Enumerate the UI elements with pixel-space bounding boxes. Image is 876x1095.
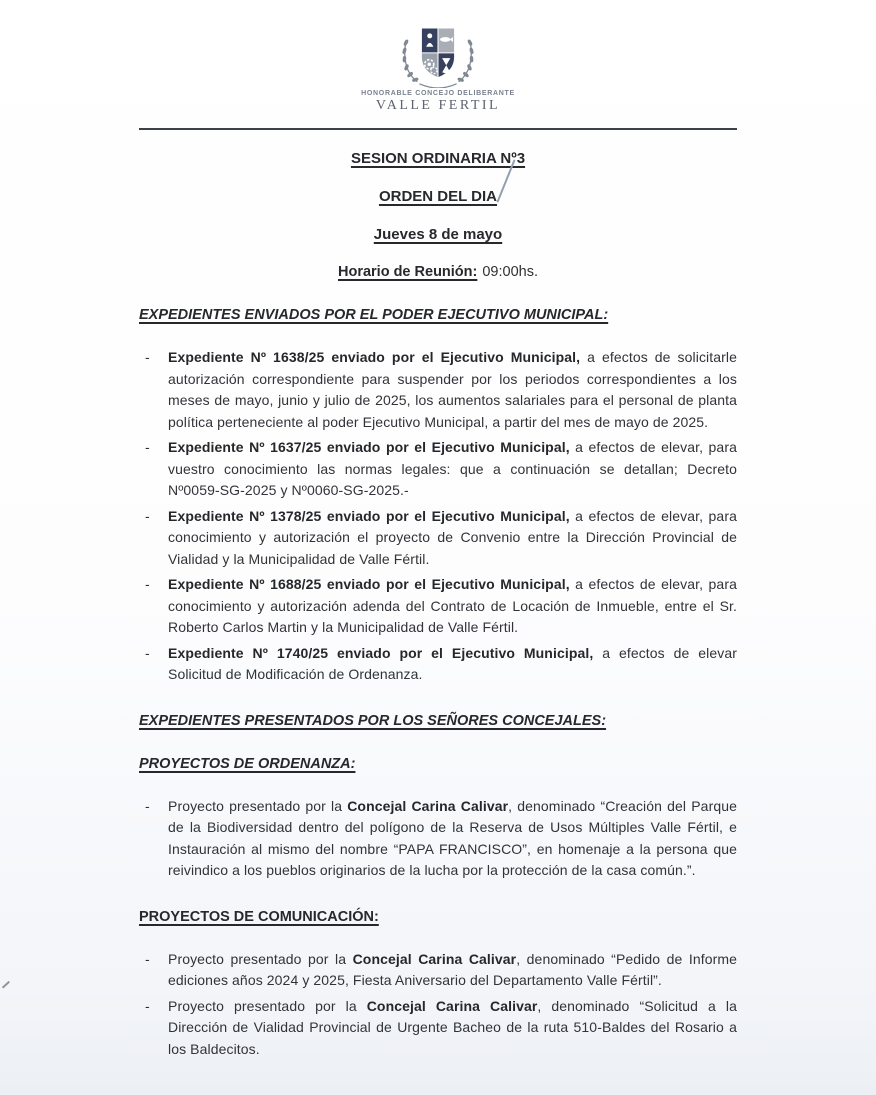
section-ordenanza	[139, 756, 737, 882]
item-emphasis: Expediente Nº 1378/25 enviado por el Ejecutivo Municipal,	[168, 507, 570, 524]
list-item	[139, 949, 737, 992]
bullet-list	[139, 347, 737, 686]
item-paragraph	[168, 574, 737, 639]
item-text: , denominado “Pedido de Informe ediciones años 2024 y 2025, Fiesta Aniversario del Departamento Valle Fértil”.	[168, 950, 737, 988]
list-item	[139, 347, 737, 433]
title-block	[139, 130, 737, 280]
section-comunicacion	[139, 909, 737, 1061]
list-item	[139, 574, 737, 639]
item-paragraph	[168, 506, 737, 571]
item-text: , denominado “Creación del Parque de la Biodiversidad dentro del polígono de la Reserva de Usos Múltiples Valle Fértil, e Instauración al mismo del nombre “PAPA FRANCISCO”, en homenaje a la persona que reivindico a los pueblos originarios de la lucha por la protección de la casa común.”.	[168, 797, 737, 878]
section-heading: EXPEDIENTES ENVIADOS POR EL PODER EJECUTIVO MUNICIPAL:	[139, 307, 609, 323]
item-text: Proyecto presentado por la	[168, 997, 367, 1014]
list-item	[139, 437, 737, 502]
item-text: a efectos de solicitarle autorización correspondiente para suspender por los periodos correspondientes a los meses de mayo, junio y julio de 2025, los aumentos salariales para el personal de planta política perteneciente al poder Ejecutivo Municipal, a partir del mes de mayo de 2025.	[168, 349, 737, 430]
item-emphasis: Concejal Carina Calivar	[352, 950, 517, 967]
item-text: Proyecto presentado por la	[168, 950, 353, 967]
item-text: a efectos de elevar Solicitud de Modificación de Ordenanza.	[168, 644, 737, 682]
section-heading: EXPEDIENTES PRESENTADOS POR LOS SEÑORES CONCEJALES:	[139, 712, 607, 729]
bullet-list	[139, 949, 737, 1061]
list-item	[139, 796, 737, 882]
item-paragraph	[168, 347, 737, 433]
item-paragraph	[168, 643, 737, 686]
pen-tick-mark	[2, 981, 10, 988]
item-emphasis: Expediente Nº 1688/25 enviado por el Ejecutivo Municipal,	[168, 576, 570, 592]
item-paragraph	[168, 996, 737, 1061]
item-emphasis: Expediente Nº 1638/25 enviado por el Ejecutivo Municipal,	[168, 349, 581, 365]
wreath-base	[419, 84, 456, 88]
item-emphasis: Concejal Carina Calivar	[366, 997, 538, 1014]
org-name: HONORABLE CONCEJO DELIBERANTE	[361, 90, 515, 97]
item-emphasis: Expediente Nº 1740/25 enviado por el Ejecutivo Municipal,	[168, 644, 594, 661]
item-text: Proyecto presentado por la	[168, 797, 348, 814]
item-text: , denominado “Solicitud a la Dirección de Vialidad Provincial de Urgente Bacheo de la ruta 510-Baldes del Rosario a los Baldecitos.	[168, 997, 737, 1057]
meeting-time	[139, 264, 737, 280]
item-paragraph	[168, 796, 737, 882]
item-text: a efectos de elevar, para vuestro conocimiento las normas legales: que a continuación se detallan; Decreto Nº0059-SG-2025 y Nº0060-SG-2025.-	[168, 439, 737, 498]
item-paragraph	[168, 437, 737, 502]
bullet-list	[139, 796, 737, 882]
section-ejecutivo	[139, 307, 737, 686]
laurel-left	[403, 40, 419, 82]
section-heading: PROYECTOS DE ORDENANZA:	[139, 755, 356, 772]
item-emphasis: Concejal Carina Calivar	[347, 797, 509, 814]
list-item	[139, 506, 737, 571]
item-text: a efectos de elevar, para conocimiento y autorización adenda del Contrato de Locación de Inmueble, entre el Sr. Roberto Carlos Martin y la Municipalidad de Valle Fértil.	[168, 576, 737, 635]
coat-of-arms-icon	[384, 24, 492, 88]
item-text: a efectos de elevar, para conocimiento y autorización el proyecto de Convenio entre la Dirección Provincial de Vialidad y la Municipalidad de Valle Fértil.	[168, 507, 737, 567]
meeting-time-label: Horario de Reunión:	[337, 264, 478, 280]
session-title: SESION ORDINARIA Nº3	[350, 150, 526, 167]
section-concejales	[139, 713, 737, 729]
list-item	[139, 643, 737, 686]
section-heading: PROYECTOS DE COMUNICACIÓN:	[139, 908, 379, 925]
document-header	[139, 24, 737, 114]
org-locality: VALLE FERTIL	[375, 98, 501, 113]
agenda-title: ORDEN DEL DIA	[378, 188, 498, 205]
laurel-right	[458, 40, 474, 82]
session-date: Jueves 8 de mayo	[373, 226, 503, 243]
item-paragraph	[168, 949, 737, 992]
item-emphasis: Expediente Nº 1637/25 enviado por el Ejecutivo Municipal,	[168, 439, 570, 455]
meeting-time-value: 09:00hs.	[482, 264, 538, 280]
list-item	[139, 996, 737, 1061]
